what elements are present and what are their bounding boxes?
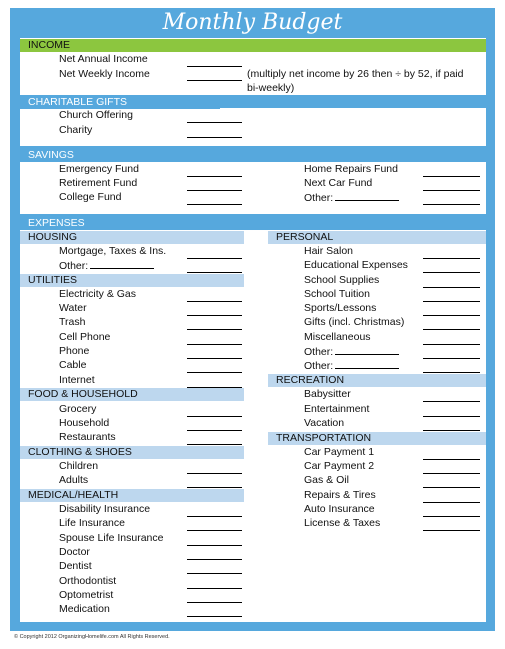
car-payment-1-label: Car Payment 1 xyxy=(304,446,375,458)
housing-other-text: Other: xyxy=(59,260,89,272)
household-line[interactable] xyxy=(187,430,242,431)
hair-salon-line[interactable] xyxy=(423,258,480,259)
school-supplies-line[interactable] xyxy=(423,287,480,288)
medication-label: Medication xyxy=(59,603,110,615)
miscellaneous-label: Miscellaneous xyxy=(304,331,371,343)
educational-expenses-line[interactable] xyxy=(423,272,480,273)
net-annual-income-line[interactable] xyxy=(187,66,242,67)
savings-other-line[interactable] xyxy=(423,204,480,205)
phone-label: Phone xyxy=(59,345,90,357)
recreation-header: RECREATION xyxy=(268,374,486,387)
doctor-label: Doctor xyxy=(59,546,90,558)
gifts-label: Gifts (incl. Christmas) xyxy=(304,316,405,328)
personal-other-2-blank[interactable] xyxy=(335,359,399,369)
housing-header: HOUSING xyxy=(20,231,244,244)
entertainment-label: Entertainment xyxy=(304,403,370,415)
adults-line[interactable] xyxy=(187,487,242,488)
repairs-tires-line[interactable] xyxy=(423,502,480,503)
housing-other-label xyxy=(59,259,154,273)
emergency-fund-label: Emergency Fund xyxy=(59,163,139,175)
vacation-label: Vacation xyxy=(304,417,345,429)
auto-insurance-label: Auto Insurance xyxy=(304,503,375,515)
housing-other-line[interactable] xyxy=(187,272,242,273)
life-insurance-label: Life Insurance xyxy=(59,517,125,529)
license-taxes-label: License & Taxes xyxy=(304,517,381,529)
personal-other-2-label xyxy=(304,359,399,373)
entertainment-line[interactable] xyxy=(423,416,480,417)
orthodontist-line[interactable] xyxy=(187,588,242,589)
utilities-header: UTILITIES xyxy=(20,274,244,287)
personal-other-1-text: Other: xyxy=(304,346,334,358)
dentist-line[interactable] xyxy=(187,573,242,574)
mortgage-line[interactable] xyxy=(187,258,242,259)
disability-insurance-label: Disability Insurance xyxy=(59,503,151,515)
spouse-life-insurance-line[interactable] xyxy=(187,545,242,546)
babysitter-line[interactable] xyxy=(423,401,480,402)
optometrist-line[interactable] xyxy=(187,602,242,603)
next-car-fund-label: Next Car Fund xyxy=(304,177,373,189)
babysitter-label: Babysitter xyxy=(304,388,351,400)
children-line[interactable] xyxy=(187,473,242,474)
sports-lessons-line[interactable] xyxy=(423,315,480,316)
orthodontist-label: Orthodontist xyxy=(59,575,117,587)
charity-label: Charity xyxy=(59,124,93,136)
water-line[interactable] xyxy=(187,315,242,316)
disability-insurance-line[interactable] xyxy=(187,516,242,517)
dentist-label: Dentist xyxy=(59,560,92,572)
electricity-line[interactable] xyxy=(187,301,242,302)
savings-other-text: Other: xyxy=(304,192,334,204)
next-car-fund-line[interactable] xyxy=(423,190,480,191)
auto-insurance-line[interactable] xyxy=(423,516,480,517)
budget-frame xyxy=(10,8,495,631)
car-payment-2-line[interactable] xyxy=(423,473,480,474)
hair-salon-label: Hair Salon xyxy=(304,245,354,257)
trash-line[interactable] xyxy=(187,329,242,330)
school-tuition-line[interactable] xyxy=(423,301,480,302)
cable-line[interactable] xyxy=(187,372,242,373)
savings-other-blank[interactable] xyxy=(335,191,399,201)
net-annual-income-label: Net Annual Income xyxy=(59,53,148,65)
church-offering-label: Church Offering xyxy=(59,109,133,121)
personal-header: PERSONAL xyxy=(268,231,486,244)
optometrist-label: Optometrist xyxy=(59,589,114,601)
college-fund-label: College Fund xyxy=(59,191,122,203)
cell-phone-line[interactable] xyxy=(187,344,242,345)
cable-label: Cable xyxy=(59,359,87,371)
home-repairs-fund-label: Home Repairs Fund xyxy=(304,163,398,175)
electricity-label: Electricity & Gas xyxy=(59,288,137,300)
cell-phone-label: Cell Phone xyxy=(59,331,111,343)
car-payment-1-line[interactable] xyxy=(423,459,480,460)
mortgage-label: Mortgage, Taxes & Ins. xyxy=(59,245,167,257)
grocery-line[interactable] xyxy=(187,416,242,417)
transportation-header: TRANSPORTATION xyxy=(268,432,486,445)
housing-other-blank[interactable] xyxy=(90,259,154,269)
food-header: FOOD & HOUSEHOLD xyxy=(20,388,244,401)
internet-label: Internet xyxy=(59,374,95,386)
emergency-fund-line[interactable] xyxy=(187,176,242,177)
retirement-fund-label: Retirement Fund xyxy=(59,177,138,189)
water-label: Water xyxy=(59,302,87,314)
personal-other-2-text: Other: xyxy=(304,360,334,372)
restaurants-label: Restaurants xyxy=(59,431,116,443)
gifts-line[interactable] xyxy=(423,329,480,330)
home-repairs-fund-line[interactable] xyxy=(423,176,480,177)
savings-header: SAVINGS xyxy=(20,149,220,162)
personal-other-1-label xyxy=(304,345,399,359)
page-title: Monthly Budget xyxy=(162,10,343,35)
net-weekly-income-line[interactable] xyxy=(187,80,242,81)
license-taxes-line[interactable] xyxy=(423,530,480,531)
retirement-fund-line[interactable] xyxy=(187,190,242,191)
trash-label: Trash xyxy=(59,316,86,328)
life-insurance-line[interactable] xyxy=(187,530,242,531)
doctor-line[interactable] xyxy=(187,559,242,560)
net-weekly-income-label: Net Weekly Income xyxy=(59,68,150,80)
medication-line[interactable] xyxy=(187,616,242,617)
income-note: (multiply net income by 26 then ÷ by 52, if paid bi-weekly) xyxy=(247,68,464,94)
school-supplies-label: School Supplies xyxy=(304,274,380,286)
charity-line[interactable] xyxy=(187,137,242,138)
vacation-line[interactable] xyxy=(423,430,480,431)
clothing-header: CLOTHING & SHOES xyxy=(20,446,244,459)
car-payment-2-label: Car Payment 2 xyxy=(304,460,375,472)
educational-expenses-label: Educational Expenses xyxy=(304,259,408,271)
charitable-header: CHARITABLE GIFTS xyxy=(20,96,220,109)
spouse-life-insurance-label: Spouse Life Insurance xyxy=(59,532,164,544)
adults-label: Adults xyxy=(59,474,89,486)
church-offering-line[interactable] xyxy=(187,122,242,123)
savings-other-label xyxy=(304,191,399,205)
gas-oil-line[interactable] xyxy=(423,487,480,488)
expenses-header: EXPENSES xyxy=(20,217,220,230)
personal-other-2-line[interactable] xyxy=(423,372,480,373)
college-fund-line[interactable] xyxy=(187,204,242,205)
personal-other-1-blank[interactable] xyxy=(335,345,399,355)
miscellaneous-line[interactable] xyxy=(423,344,480,345)
phone-line[interactable] xyxy=(187,358,242,359)
school-tuition-label: School Tuition xyxy=(304,288,370,300)
gas-oil-label: Gas & Oil xyxy=(304,474,349,486)
income-header: INCOME xyxy=(20,39,486,52)
household-label: Household xyxy=(59,417,110,429)
children-label: Children xyxy=(59,460,99,472)
repairs-tires-label: Repairs & Tires xyxy=(304,489,376,501)
personal-other-1-line[interactable] xyxy=(423,358,480,359)
restaurants-line[interactable] xyxy=(187,444,242,445)
sports-lessons-label: Sports/Lessons xyxy=(304,302,377,314)
medical-header: MEDICAL/HEALTH xyxy=(20,489,244,502)
grocery-label: Grocery xyxy=(59,403,97,415)
copyright: © Copyright 2012 OrganizingHomelife.com All Rights Reserved. xyxy=(14,634,170,640)
